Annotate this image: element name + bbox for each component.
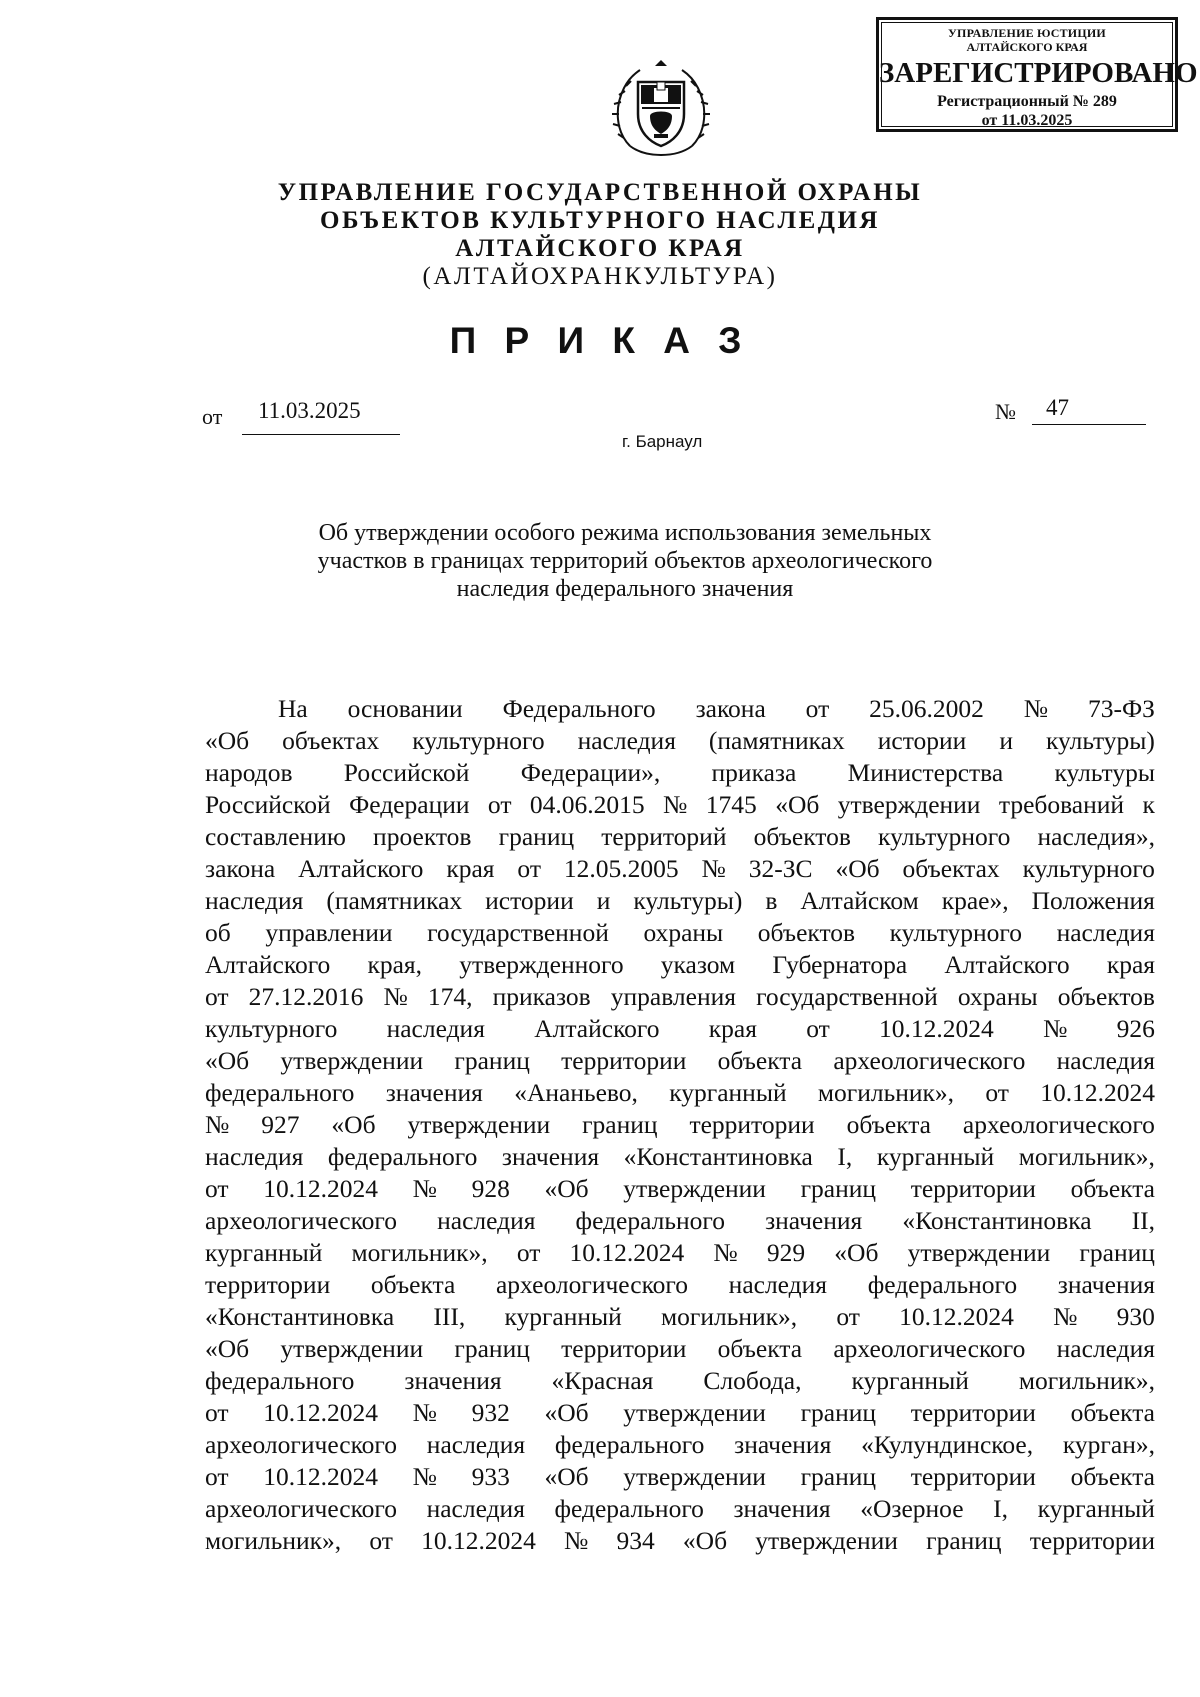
body-line [205, 725, 1155, 757]
body-line [205, 949, 1155, 981]
body-line [205, 1365, 1155, 1397]
body-line-text: культурного наследия Алтайского края от 10.12.2024 № 926 [205, 1014, 1155, 1043]
body-line [205, 1429, 1155, 1461]
body-line [205, 1301, 1155, 1333]
body-line-text: федерального значения «Красная Слобода, курганный могильник», [205, 1366, 1155, 1395]
subject-line: участков в границах территорий объектов археологического [317, 548, 933, 574]
subject-line: наследия федерального значения [456, 576, 794, 602]
body-line-text: от 27.12.2016 № 174, приказов управления государственной охраны объектов [205, 982, 1155, 1011]
body-line [205, 1493, 1155, 1525]
body-line-text: составлению проектов границ территорий объектов культурного наследия», [205, 822, 1155, 851]
body-line-text: народов Российской Федерации», приказа Министерства культуры [205, 758, 1155, 787]
coat-of-arms-emblem [610, 58, 712, 162]
body-line-text: археологического наследия федерального значения «Озерное I, курганный [205, 1494, 1155, 1523]
body-line [205, 1397, 1155, 1429]
org-short-name: (АЛТАЙОХРАНКУЛЬТУРА) [422, 263, 778, 290]
body-line-text: Российской Федерации от 04.06.2015 № 1745 «Об утверждении требований к [205, 790, 1155, 819]
body-line-text: наследия федерального значения «Константиновка I, курганный могильник», [205, 1142, 1155, 1171]
org-name-line2: ОБЪЕКТОВ КУЛЬТУРНОГО НАСЛЕДИЯ [320, 207, 880, 234]
body-line [205, 1045, 1155, 1077]
body-line [205, 757, 1155, 789]
stamp-title: ЗАРЕГИСТРИРОВАНО [879, 57, 1198, 89]
document-date: 11.03.2025 [258, 398, 361, 423]
stamp-authority-line2: АЛТАЙСКОГО КРАЯ [966, 40, 1088, 54]
body-line [205, 693, 1155, 725]
body-line [205, 1269, 1155, 1301]
body-line-text: № 927 «Об утверждении границ территории объекта археологического [205, 1110, 1155, 1139]
body-line [205, 885, 1155, 917]
body-line [205, 1141, 1155, 1173]
body-line-text: наследия (памятниках истории и культуры) в Алтайском крае», Положения [205, 886, 1155, 915]
org-name-line3: АЛТАЙСКОГО КРАЯ [455, 235, 745, 262]
body-line [205, 1205, 1155, 1237]
date-label: от [202, 404, 223, 429]
document-number: 47 [1046, 395, 1069, 420]
subject-line: Об утверждении особого режима использования земельных [318, 520, 932, 546]
body-line-text: об управлении государственной охраны объектов культурного наследия [205, 918, 1155, 947]
body-line [205, 853, 1155, 885]
number-underline [1032, 424, 1146, 425]
body-line [205, 1333, 1155, 1365]
body-line-text: могильник», от 10.12.2024 № 934 «Об утверждении границ территории [205, 1526, 1155, 1555]
body-line-text: закона Алтайского края от 12.05.2005 № 32-ЗС «Об объектах культурного [205, 854, 1155, 883]
document-body [205, 693, 1155, 1557]
document-city: г. Барнаул [622, 432, 703, 451]
body-line-text: от 10.12.2024 № 932 «Об утверждении границ территории объекта [205, 1398, 1155, 1427]
number-label: № [995, 399, 1016, 424]
body-line-text: «Константиновка III, курганный могильник», от 10.12.2024 № 930 [205, 1302, 1155, 1331]
body-line-text: «Об объектах культурного наследия (памятниках истории и культуры) [205, 726, 1155, 755]
body-line [205, 1237, 1155, 1269]
body-line [205, 981, 1155, 1013]
document-subject [300, 519, 950, 603]
body-line [205, 1525, 1155, 1557]
body-line [205, 1109, 1155, 1141]
body-line-text: археологического наследия федерального значения «Кулундинское, курган», [205, 1430, 1155, 1459]
body-line-text: курганный могильник», от 10.12.2024 № 929 «Об утверждении границ [205, 1238, 1155, 1267]
body-line-text: федерального значения «Ананьево, курганный могильник», от 10.12.2024 [205, 1078, 1155, 1107]
body-line-text: археологического наследия федерального значения «Константиновка II, [205, 1206, 1155, 1235]
body-line [205, 1013, 1155, 1045]
body-line [205, 821, 1155, 853]
stamp-reg-date: от 11.03.2025 [981, 112, 1073, 129]
org-name-line1: УПРАВЛЕНИЕ ГОСУДАРСТВЕННОЙ ОХРАНЫ [277, 179, 923, 206]
body-line [205, 1173, 1155, 1205]
document-type-title: П Р И К А З [449, 320, 751, 361]
body-line-text: территории объекта археологического наследия федерального значения [205, 1270, 1155, 1299]
body-line [205, 1077, 1155, 1109]
body-line-text: «Об утверждении границ территории объекта археологического наследия [205, 1046, 1155, 1075]
stamp-authority-line1: УПРАВЛЕНИЕ ЮСТИЦИИ [948, 26, 1106, 40]
body-line [205, 917, 1155, 949]
body-line [205, 789, 1155, 821]
body-line-text: «Об утверждении границ территории объекта археологического наследия [205, 1334, 1155, 1363]
stamp-reg-number: Регистрационный № 289 [937, 93, 1117, 110]
body-line-text: Алтайского края, утвержденного указом Губернатора Алтайского края [205, 950, 1155, 979]
date-underline [242, 434, 400, 435]
body-line-text: от 10.12.2024 № 928 «Об утверждении границ территории объекта [205, 1174, 1155, 1203]
body-line-text: от 10.12.2024 № 933 «Об утверждении границ территории объекта [205, 1462, 1155, 1491]
body-line [205, 1461, 1155, 1493]
registration-stamp [876, 17, 1198, 132]
body-line-text: На основании Федерального закона от 25.06.2002 № 73-ФЗ [278, 694, 1155, 723]
